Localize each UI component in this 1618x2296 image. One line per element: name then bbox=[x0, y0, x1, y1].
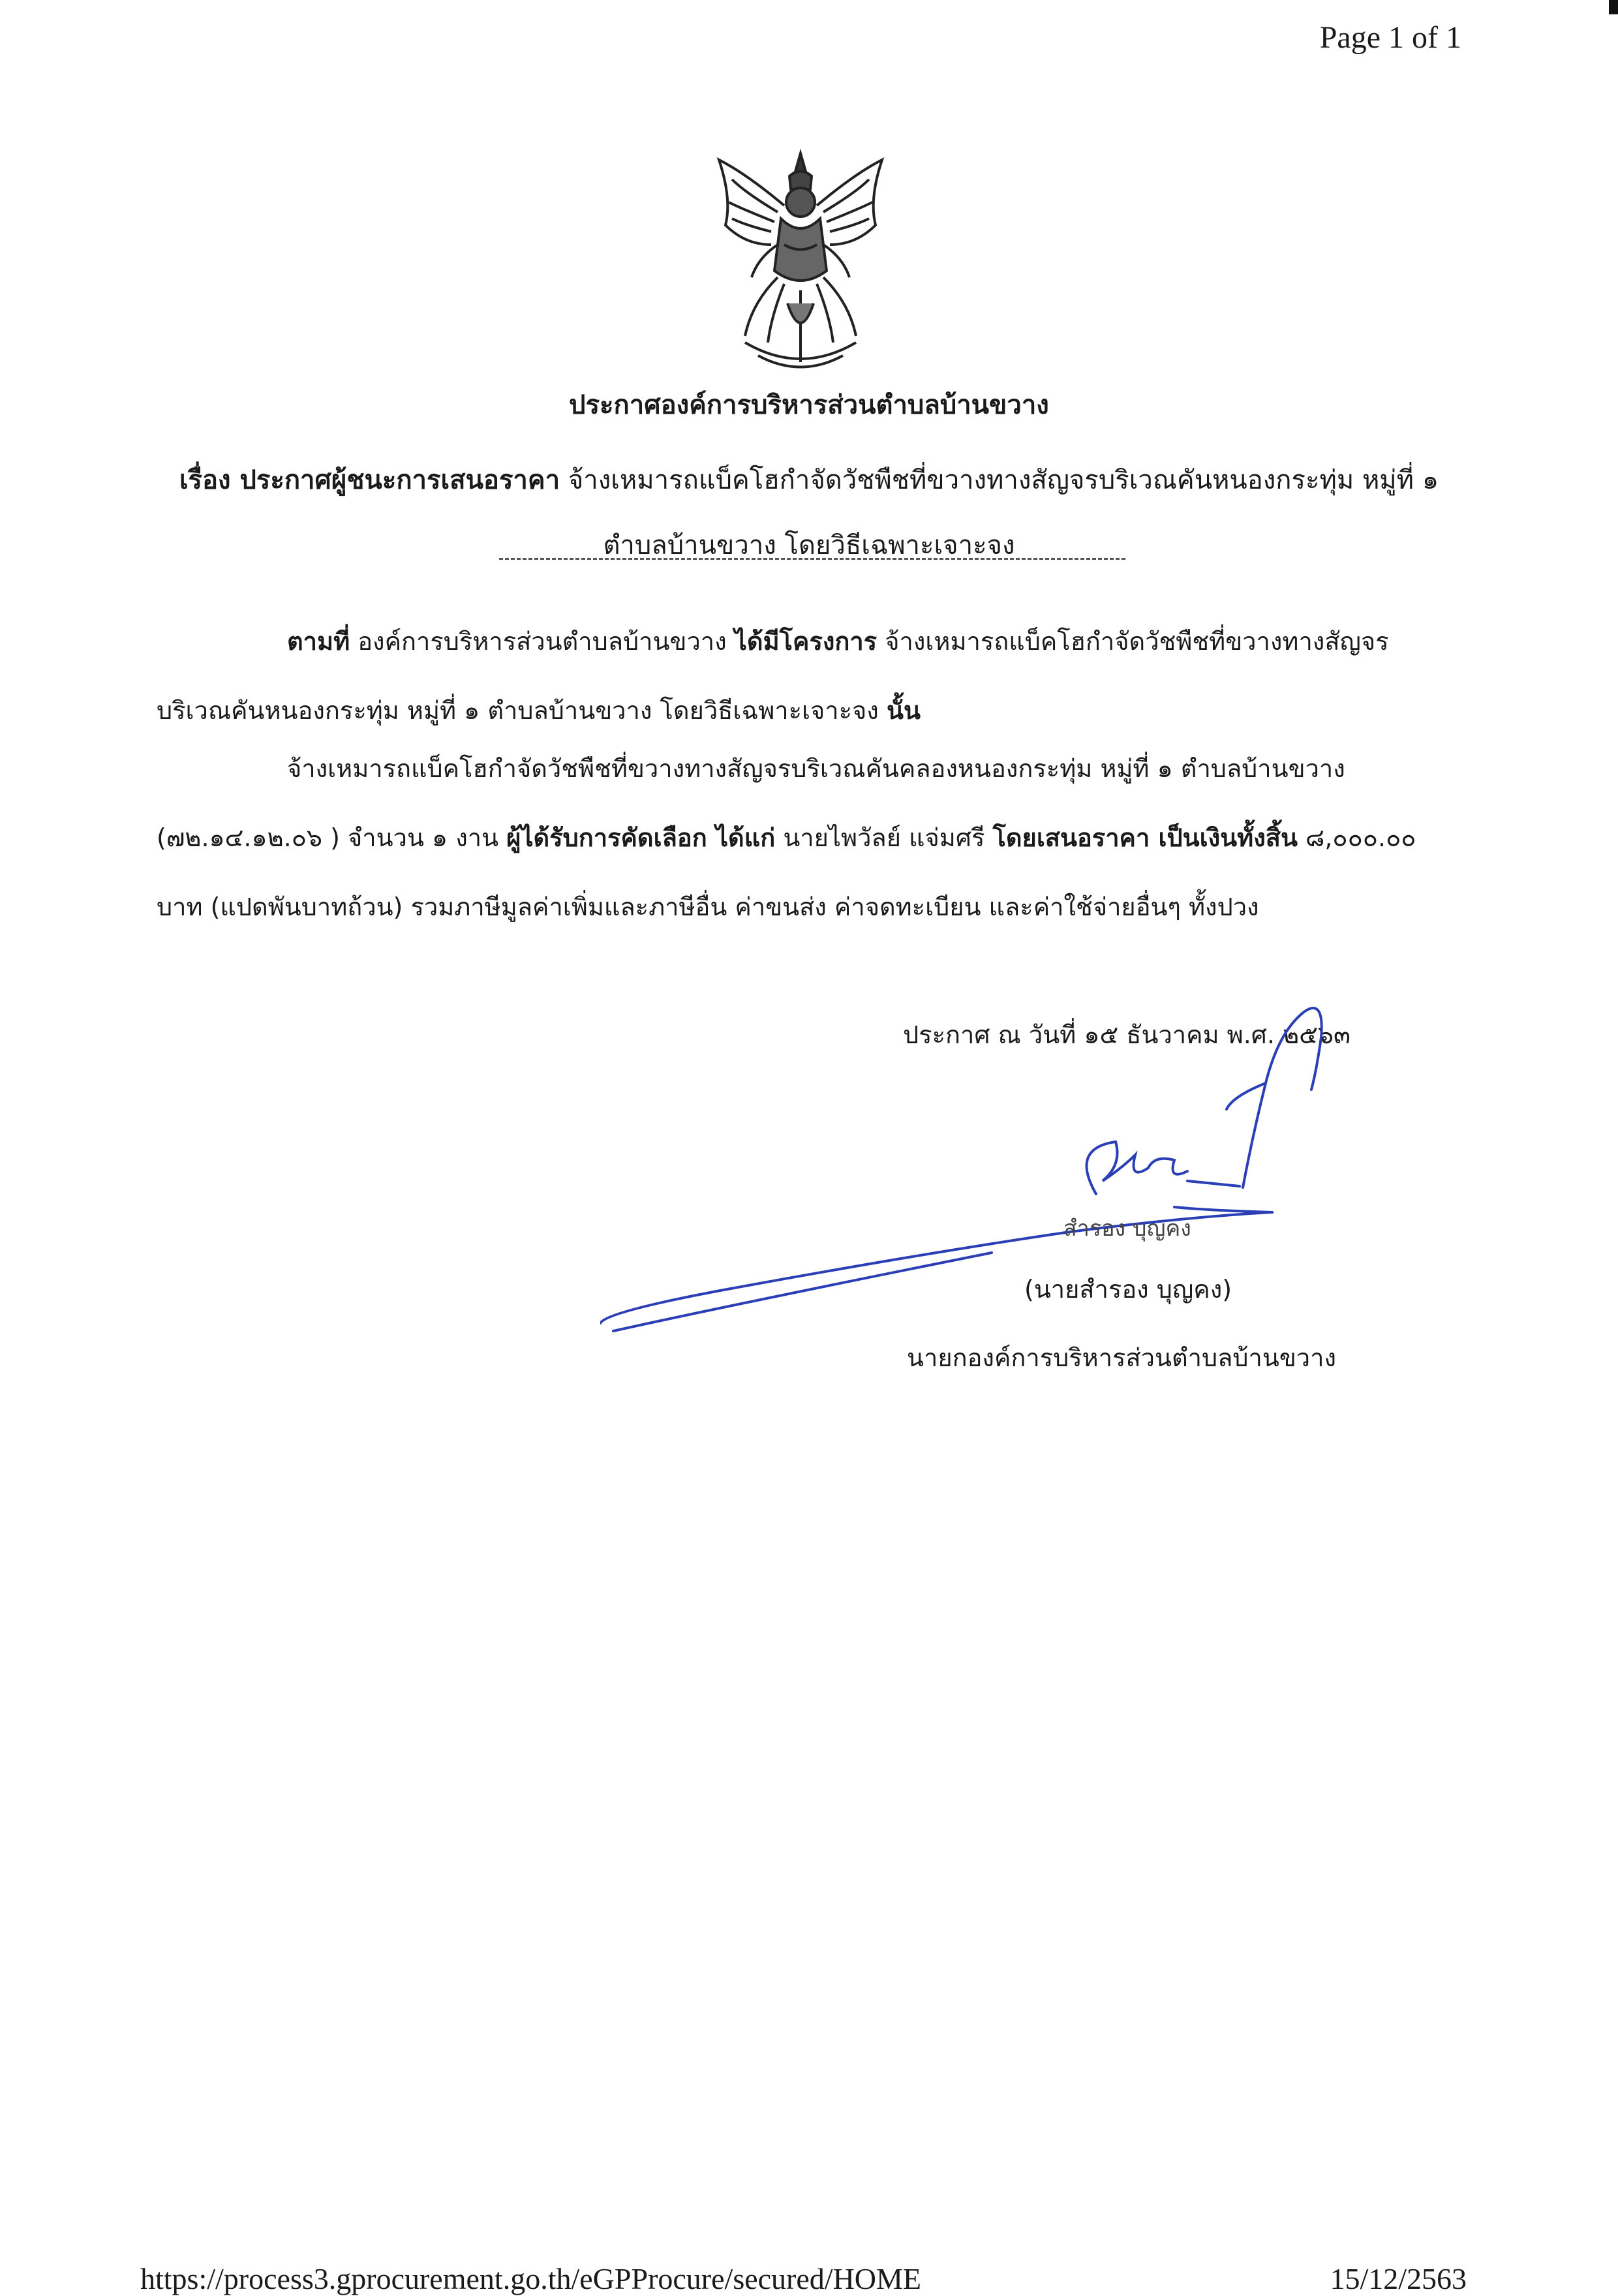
announcement-date-label: ประกาศ ณ วันที่ bbox=[903, 1020, 1076, 1049]
footer-date: 15/12/2563 bbox=[1330, 2262, 1467, 2295]
dashed-divider bbox=[499, 558, 1125, 560]
para2-item: จ้างเหมารถแบ็คโฮกำจัดวัชพืชที่ขวางทางสัญจรบริเวณคันคลองหนองกระทุ่ม หมู่ที่ ๑ ตำบลบ้านขวาง bbox=[287, 754, 1345, 783]
handwritten-signature bbox=[600, 992, 1383, 1357]
para2-winner-label: ผู้ได้รับการคัดเลือก ได้แก่ bbox=[506, 823, 776, 852]
paragraph-background bbox=[157, 607, 1461, 745]
garuda-emblem-icon bbox=[706, 147, 895, 382]
scan-corner-mark bbox=[1609, 0, 1618, 14]
para2-price-label: โดยเสนอราคา เป็นเงินทั้งสิ้น bbox=[992, 823, 1298, 852]
para2-code-qty: (๗๒.๑๔.๑๒.๐๖ ) จำนวน ๑ งาน bbox=[157, 823, 499, 852]
announcement-title: ประกาศองค์การบริหารส่วนตำบลบ้านขวาง bbox=[569, 390, 1049, 420]
para2-tail: รวมภาษีมูลค่าเพิ่มและภาษีอื่น ค่าขนส่ง ค่าจดทะเบียน และค่าใช้จ่ายอื่นๆ ทั้งปวง bbox=[410, 893, 1259, 921]
signature-name-handwritten: สำรอง บุญคง bbox=[1063, 1216, 1191, 1242]
para1-org: องค์การบริหารส่วนตำบลบ้านขวาง bbox=[358, 627, 727, 656]
footer-url: https://process3.gprocurement.go.th/eGPProcure/secured/HOME bbox=[140, 2262, 922, 2295]
para1-project-label: ได้มีโครงการ bbox=[734, 627, 878, 656]
announcement-date: ๑๕ ธันวาคม พ.ศ. ๒๕๖๓ bbox=[1084, 1020, 1351, 1049]
signer-name: (นายสำรอง บุญคง) bbox=[1024, 1275, 1232, 1304]
paragraph-award bbox=[157, 734, 1461, 941]
subject-text: จ้างเหมารถแบ็คโฮกำจัดวัชพืชที่ขวางทางสัญจรบริเวณคันหนองกระทุ่ม หมู่ที่ ๑ ตำบลบ้านขวาง โดยวิธีเฉพาะเจาะจง bbox=[568, 465, 1439, 560]
para1-project: จ้างเหมารถแบ็คโฮกำจัดวัชพืชที่ขวางทางสัญจรบริเวณคันหนองกระทุ่ม หมู่ที่ ๑ ตำบลบ้านขวาง โดยวิธีเฉพาะเจาะจง bbox=[157, 627, 1389, 725]
para2-winner: นายไพวัลย์ แจ่มศรี bbox=[783, 823, 985, 852]
para1-tail: นั้น bbox=[886, 696, 921, 725]
signer-position: นายกองค์การบริหารส่วนตำบลบ้านขวาง bbox=[907, 1343, 1337, 1372]
page-number: Page 1 of 1 bbox=[1319, 20, 1461, 55]
para2-amount: ๘,๐๐๐.๐๐ บาท (แปดพันบาทถ้วน) bbox=[157, 823, 1416, 921]
subject-label: เรื่อง ประกาศผู้ชนะการเสนอราคา bbox=[179, 465, 560, 495]
para1-lead: ตามที่ bbox=[287, 627, 350, 656]
